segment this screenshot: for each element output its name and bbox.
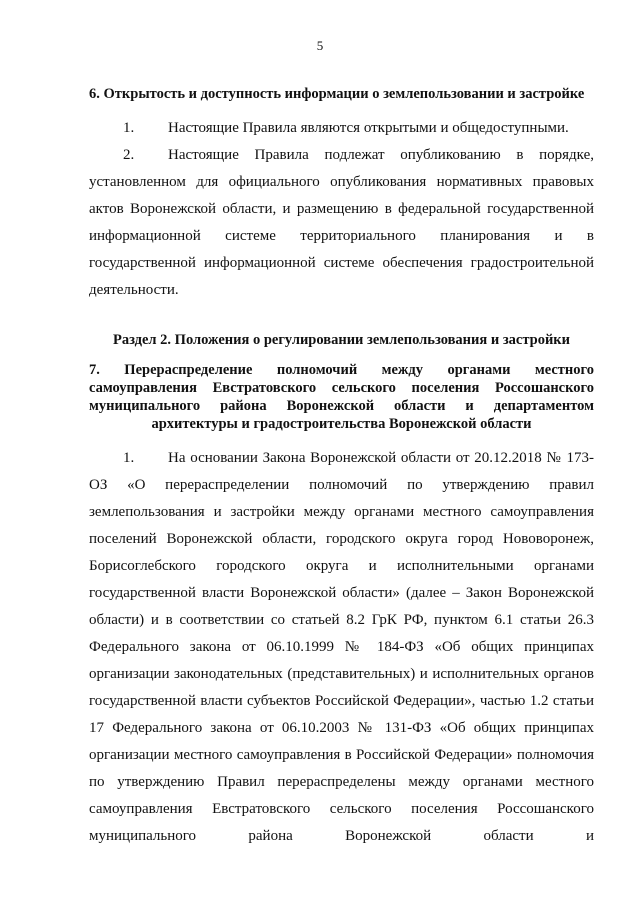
page-number: 5 xyxy=(316,38,324,53)
section-6-heading: 6. Открытость и доступность информации о землепользовании и застройке xyxy=(89,86,585,102)
page-content xyxy=(89,85,594,850)
section-7-item-1 xyxy=(89,445,594,850)
section-6-item-2 xyxy=(89,142,594,304)
item-text: На основании Закона Воронежской области от 20.12.2018 № 173-ОЗ «О перераспределении полномочий по утверждению правил землепользования и застройки между органами местного самоуправления поселений Воронежской области, городского округа город Нововоронеж, Борисоглебского городского округа и исполнительными органами государственной власти Воронежской области» (далее – Закон Воронежской области) и в соответствии со статьей 8.2 ГрК РФ, пунктом 6.1 статьи 26.3 Федерального закона от 06.10.1999 № 184-ФЗ «Об общих принципах организации законодательных (представительных) и исполнительных органов государственной власти субъектов Российской Федерации», частью 1.2 статьи 17 Федерального закона от 06.10.2003 № 131-ФЗ «Об общих принципах организации местного самоуправления в Российской Федерации» полномочия по утверждению Правил перераспределены между органами местного самоуправления Евстратовского сельского поселения Россошанского муниципального района Воронежской области и xyxy=(89,450,594,844)
item-text: Настоящие Правила подлежат опубликованию в порядке, установленном для официального опубликования нормативных правовых актов Воронежской области, и размещению в федеральной государственной информационной системе территориального планирования и в государственной информационной системе обеспечения градостроительной деятельности. xyxy=(89,147,594,298)
part-2-title: Раздел 2. Положения о регулировании землепользования и застройки xyxy=(112,332,571,348)
section-6-item-1 xyxy=(89,115,594,142)
item-number: 2. xyxy=(123,147,135,163)
section-7-heading: 7. Перераспределение полномочий между органами местного самоуправления Евстратовского сельского поселения Россошанского муниципального района Воронежской области и департаментом архитектуры и градостроительства Воронежской области xyxy=(89,362,594,432)
item-number: 1. xyxy=(123,450,135,466)
item-number: 1. xyxy=(123,120,135,136)
item-text: Настоящие Правила являются открытыми и общедоступными. xyxy=(168,120,569,136)
